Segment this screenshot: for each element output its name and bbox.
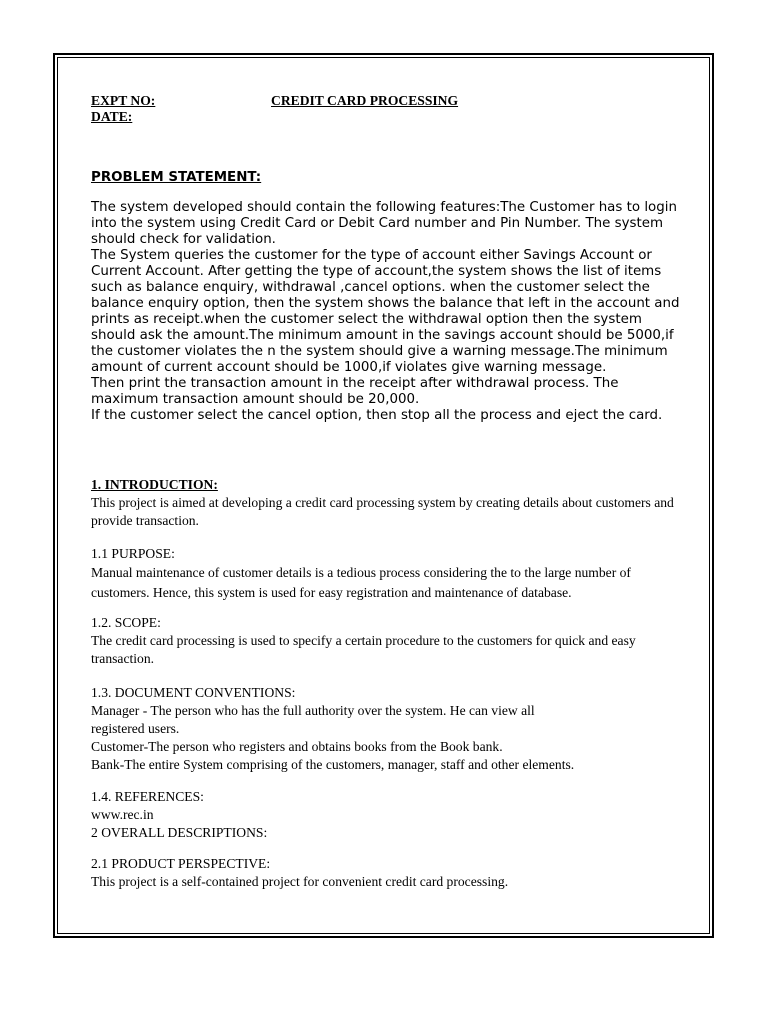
product-perspective-text: This project is a self-contained project for convenient credit card processing. (91, 874, 509, 889)
scope-section (91, 614, 683, 668)
problem-paragraph: The system developed should contain the following features:The Customer has to login into the system using Credit Card or Debit Card number and Pin Number. The system should check for validation. (91, 200, 677, 247)
product-perspective-heading: 2.1 PRODUCT PERSPECTIVE: (91, 856, 271, 871)
references-heading: 1.4. REFERENCES: (91, 789, 204, 804)
document-title: CREDIT CARD PROCESSING (271, 93, 459, 108)
introduction-text: This project is aimed at developing a credit card processing system by creating details about customers and provide transaction. (91, 495, 674, 528)
introduction-heading: 1. INTRODUCTION: (91, 477, 218, 492)
problem-statement-section (91, 170, 683, 186)
overall-descriptions-heading: 2 OVERALL DESCRIPTIONS: (91, 825, 268, 840)
reference-link[interactable]: www.rec.in (91, 807, 154, 822)
conventions-bank: Bank-The entire System comprising of the customers, manager, staff and other elements. (91, 757, 575, 772)
conventions-customer: Customer-The person who registers and obtains books from the Book bank. (91, 739, 503, 754)
problem-paragraph: Then print the transaction amount in the receipt after withdrawal process. The maximum transaction amount should be 20,000. (91, 376, 619, 407)
conventions-manager: Manager - The person who has the full authority over the system. He can view all registered users. (91, 703, 535, 736)
references-section (91, 788, 683, 842)
document-header (91, 92, 681, 132)
introduction-section (91, 476, 683, 530)
scope-heading: 1.2. SCOPE: (91, 615, 161, 630)
purpose-text: Manual maintenance of customer details is a tedious process considering the to the large number of customers. Hence, this system is used for easy registration and maintenance of database. (91, 565, 631, 600)
scope-text: The credit card processing is used to specify a certain procedure to the customers for quick and easy transaction. (91, 633, 636, 666)
problem-statement-heading: PROBLEM STATEMENT: (91, 170, 262, 185)
date-label: DATE: (91, 109, 133, 124)
problem-statement-text (91, 200, 683, 424)
purpose-heading: 1.1 PURPOSE: (91, 546, 175, 561)
purpose-section (91, 545, 683, 603)
problem-paragraph: The System queries the customer for the type of account either Savings Account or Current Account. After getting the type of account,the system shows the list of items such as balance enquiry, withdrawal ,cancel options. when the customer select the balance enquiry option, then the system shows the balance that left in the account and prints as receipt.when the customer select the withdrawal option then the system should ask the amount.The minimum amount in the savings account should be 5000,if the customer violates the n the system should give a warning message.The minimum amount of current account should be 1000,if violates give warning message. (91, 248, 680, 375)
product-perspective-section (91, 855, 683, 891)
problem-paragraph: If the customer select the cancel option, then stop all the process and eject the card. (91, 408, 663, 423)
expt-no-label: EXPT NO: (91, 93, 156, 108)
conventions-heading: 1.3. DOCUMENT CONVENTIONS: (91, 685, 296, 700)
conventions-section (91, 684, 683, 774)
